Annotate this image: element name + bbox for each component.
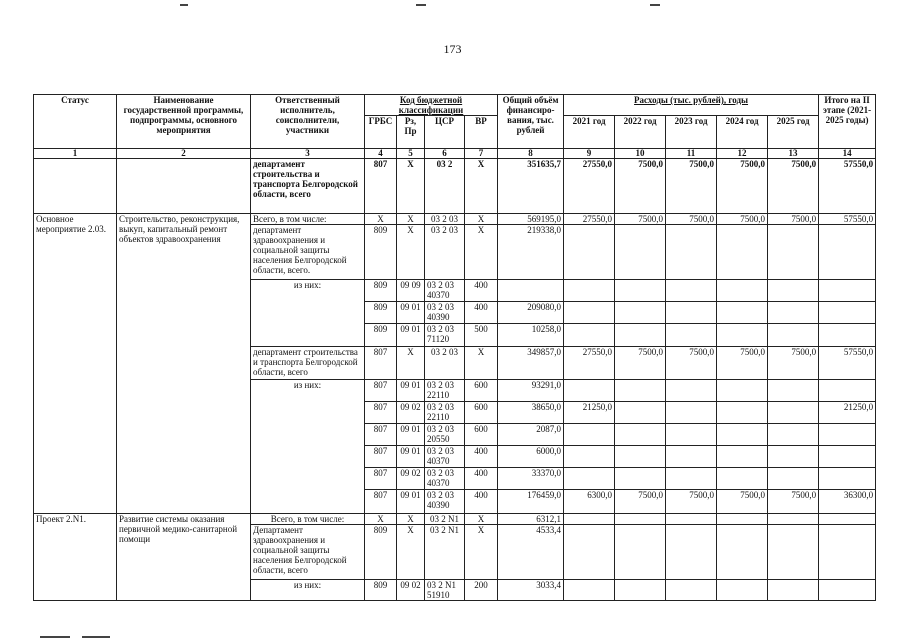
cell-2025	[768, 525, 819, 580]
cell-vr: 200	[465, 580, 498, 601]
cell-2021	[564, 468, 615, 490]
cell-stage-total	[819, 380, 876, 402]
header-vr: ВР	[465, 116, 498, 149]
table-row	[34, 514, 876, 525]
cell-csr: 03 2 03 40370	[425, 468, 465, 490]
cell-2025	[768, 280, 819, 302]
cell-2022	[615, 468, 666, 490]
cell-2025	[768, 324, 819, 347]
cell-2024: 7500,0	[717, 347, 768, 380]
cell-2022	[615, 280, 666, 302]
cell-2025	[768, 424, 819, 446]
cell-total: 209080,0	[498, 302, 564, 324]
cell-stage-total: 57550,0	[819, 214, 876, 225]
cell-total: 4533,4	[498, 525, 564, 580]
cell-2022	[615, 380, 666, 402]
cell-total: 10258,0	[498, 324, 564, 347]
cell-status	[34, 159, 117, 214]
cell-rz: X	[397, 214, 425, 225]
header-2025: 2025 год	[768, 116, 819, 149]
cell-csr: 03 2 03 40370	[425, 446, 465, 468]
cell-vr: X	[465, 159, 498, 214]
cell-2024	[717, 324, 768, 347]
header-rz-pr: Рз, Пр	[397, 116, 425, 149]
header-stage-total: Итого на II этапе (2021-2025 годы)	[819, 95, 876, 149]
col-number: 4	[365, 149, 397, 159]
cell-grbs: 807	[365, 446, 397, 468]
col-number: 1	[34, 149, 117, 159]
cell-vr: 400	[465, 490, 498, 514]
cell-2024: 7500,0	[717, 490, 768, 514]
cell-2023	[666, 446, 717, 468]
cell-vr: 600	[465, 380, 498, 402]
header-2024: 2024 год	[717, 116, 768, 149]
cell-name	[117, 159, 251, 214]
page-number: 173	[443, 42, 462, 56]
cell-total: 219338,0	[498, 225, 564, 280]
cell-rz: 09 02	[397, 468, 425, 490]
cell-2022	[615, 302, 666, 324]
cell-2022: 7500,0	[615, 490, 666, 514]
col-number: 8	[498, 149, 564, 159]
cell-csr: 03 2 N1	[425, 525, 465, 580]
cell-vr: 400	[465, 446, 498, 468]
cell-total: 351635,7	[498, 159, 564, 214]
cell-grbs: 809	[365, 280, 397, 302]
cell-responsible: из них:	[251, 280, 365, 347]
cell-grbs: X	[365, 514, 397, 525]
cell-stage-total	[819, 280, 876, 302]
cell-csr: 03 2 03	[425, 214, 465, 225]
cell-rz: 09 01	[397, 424, 425, 446]
cell-2023: 7500,0	[666, 347, 717, 380]
cell-stage-total: 36300,0	[819, 490, 876, 514]
cell-responsible: Всего, в том числе:	[251, 514, 365, 525]
cell-2024: 7500,0	[717, 159, 768, 214]
cell-rz: 09 02	[397, 402, 425, 424]
cell-rz: 09 01	[397, 490, 425, 514]
cell-csr: 03 2 03 22110	[425, 402, 465, 424]
cell-2023	[666, 525, 717, 580]
header-total-funding: Общий объём финансиро-вания, тыс. рублей	[498, 95, 564, 149]
cell-responsible: департамент строительства и транспорта Белгородской области, всего	[251, 347, 365, 380]
cell-2021	[564, 580, 615, 601]
cell-rz: 09 01	[397, 446, 425, 468]
cell-2022	[615, 514, 666, 525]
cell-grbs: X	[365, 214, 397, 225]
cell-2021: 27550,0	[564, 159, 615, 214]
cell-total: 6000,0	[498, 446, 564, 468]
cell-grbs: 807	[365, 424, 397, 446]
header-2021: 2021 год	[564, 116, 615, 149]
cell-csr: 03 2 03	[425, 347, 465, 380]
header-csr: ЦСР	[425, 116, 465, 149]
cell-2024	[717, 280, 768, 302]
cell-2021	[564, 302, 615, 324]
cell-stage-total: 57550,0	[819, 347, 876, 380]
cell-vr: 600	[465, 402, 498, 424]
cell-rz: X	[397, 159, 425, 214]
cell-2022: 7500,0	[615, 214, 666, 225]
cell-rz: X	[397, 525, 425, 580]
cell-2025: 7500,0	[768, 347, 819, 380]
cell-2025	[768, 225, 819, 280]
col-number: 9	[564, 149, 615, 159]
cell-2021	[564, 446, 615, 468]
cell-2023: 7500,0	[666, 490, 717, 514]
cell-2021	[564, 280, 615, 302]
cell-2024	[717, 225, 768, 280]
cell-total: 6312,1	[498, 514, 564, 525]
cell-rz: 09 01	[397, 324, 425, 347]
cell-2023	[666, 225, 717, 280]
cell-2023	[666, 468, 717, 490]
cell-responsible: департамент строительства и транспорта Белгородской области, всего	[251, 159, 365, 214]
cell-grbs: 809	[365, 580, 397, 601]
cell-2025	[768, 446, 819, 468]
cell-2021	[564, 424, 615, 446]
cell-2021: 27550,0	[564, 214, 615, 225]
cell-2021	[564, 225, 615, 280]
cell-2023	[666, 280, 717, 302]
cell-2022	[615, 580, 666, 601]
cell-total: 2087,0	[498, 424, 564, 446]
cell-2021: 27550,0	[564, 347, 615, 380]
cell-total: 176459,0	[498, 490, 564, 514]
cell-grbs: 807	[365, 159, 397, 214]
cell-csr: 03 2 N1 51910	[425, 580, 465, 601]
cell-vr: X	[465, 514, 498, 525]
cell-stage-total	[819, 514, 876, 525]
col-number: 11	[666, 149, 717, 159]
cell-grbs: 807	[365, 380, 397, 402]
table-row	[34, 159, 876, 214]
cell-grbs: 809	[365, 324, 397, 347]
cell-grbs: 807	[365, 402, 397, 424]
col-number: 5	[397, 149, 425, 159]
cell-grbs: 807	[365, 468, 397, 490]
header-budget-code: Код бюджетной классификации	[365, 95, 498, 116]
cell-vr: X	[465, 525, 498, 580]
cell-stage-total	[819, 468, 876, 490]
col-number: 10	[615, 149, 666, 159]
cell-total: 38650,0	[498, 402, 564, 424]
cell-stage-total: 57550,0	[819, 159, 876, 214]
cell-2025	[768, 402, 819, 424]
cell-rz: X	[397, 347, 425, 380]
cell-vr: 400	[465, 280, 498, 302]
col-number: 2	[117, 149, 251, 159]
cell-2022	[615, 402, 666, 424]
col-number: 3	[251, 149, 365, 159]
header-2022: 2022 год	[615, 116, 666, 149]
cell-total: 33370,0	[498, 468, 564, 490]
cell-csr: 03 2 N1	[425, 514, 465, 525]
cell-name: Строительство, реконструкция, выкуп, капитальный ремонт объектов здравоохранения	[117, 214, 251, 514]
cell-vr: 600	[465, 424, 498, 446]
cell-csr: 03 2	[425, 159, 465, 214]
scan-artifact	[82, 636, 110, 638]
cell-grbs: 807	[365, 490, 397, 514]
cell-stage-total	[819, 324, 876, 347]
header-responsible: Ответственный исполнитель, соисполнители, участники	[251, 95, 365, 149]
cell-responsible: департамент здравоохранения и социальной защиты населения Белгородской области, всего.	[251, 225, 365, 280]
cell-csr: 03 2 03 20550	[425, 424, 465, 446]
cell-2025	[768, 580, 819, 601]
cell-rz: X	[397, 225, 425, 280]
cell-total: 349857,0	[498, 347, 564, 380]
cell-rz: 09 02	[397, 580, 425, 601]
cell-stage-total	[819, 424, 876, 446]
cell-2024	[717, 424, 768, 446]
cell-csr: 03 2 03	[425, 225, 465, 280]
cell-responsible: из них:	[251, 580, 365, 601]
cell-2025: 7500,0	[768, 214, 819, 225]
cell-2025	[768, 302, 819, 324]
cell-total	[498, 280, 564, 302]
col-number: 14	[819, 149, 876, 159]
cell-vr: X	[465, 214, 498, 225]
cell-2023	[666, 580, 717, 601]
cell-total: 3033,4	[498, 580, 564, 601]
cell-vr: X	[465, 347, 498, 380]
cell-2025	[768, 380, 819, 402]
cell-rz: 09 01	[397, 302, 425, 324]
cell-total: 93291,0	[498, 380, 564, 402]
cell-rz: X	[397, 514, 425, 525]
header-name: Наименование государственной программы, подпрограммы, основного мероприятия	[117, 95, 251, 149]
cell-status: Проект 2.N1.	[34, 514, 117, 601]
scan-artifact	[180, 4, 188, 6]
cell-csr: 03 2 03 22110	[425, 380, 465, 402]
cell-2023	[666, 424, 717, 446]
cell-responsible: Всего, в том числе:	[251, 214, 365, 225]
cell-2024	[717, 446, 768, 468]
header-grbs: ГРБС	[365, 116, 397, 149]
cell-2024	[717, 580, 768, 601]
cell-grbs: 809	[365, 525, 397, 580]
cell-stage-total	[819, 446, 876, 468]
cell-2024	[717, 380, 768, 402]
cell-2024	[717, 525, 768, 580]
cell-vr: X	[465, 225, 498, 280]
cell-csr: 03 2 03 71120	[425, 324, 465, 347]
cell-rz: 09 01	[397, 380, 425, 402]
cell-2025	[768, 514, 819, 525]
cell-grbs: 809	[365, 302, 397, 324]
cell-stage-total	[819, 580, 876, 601]
cell-status: Основное мероприятие 2.03.	[34, 214, 117, 514]
col-number: 7	[465, 149, 498, 159]
cell-name: Развитие системы оказания первичной медико-санитарной помощи	[117, 514, 251, 601]
cell-2024	[717, 468, 768, 490]
col-number: 12	[717, 149, 768, 159]
cell-csr: 03 2 03 40390	[425, 302, 465, 324]
cell-2024	[717, 514, 768, 525]
cell-rz: 09 09	[397, 280, 425, 302]
cell-2024	[717, 402, 768, 424]
cell-total: 569195,0	[498, 214, 564, 225]
cell-2022: 7500,0	[615, 159, 666, 214]
cell-2023: 7500,0	[666, 214, 717, 225]
cell-2022: 7500,0	[615, 347, 666, 380]
cell-responsible: из них:	[251, 380, 365, 514]
cell-2025: 7500,0	[768, 159, 819, 214]
cell-2021	[564, 324, 615, 347]
cell-2021: 21250,0	[564, 402, 615, 424]
cell-2021	[564, 525, 615, 580]
cell-2022	[615, 525, 666, 580]
column-number-row	[34, 149, 876, 159]
cell-2023	[666, 380, 717, 402]
cell-2022	[615, 446, 666, 468]
cell-2023	[666, 402, 717, 424]
cell-csr: 03 2 03 40370	[425, 280, 465, 302]
header-row-1	[34, 95, 876, 116]
cell-responsible: Департамент здравоохранения и социальной защиты населения Белгородской области, всего	[251, 525, 365, 580]
cell-grbs: 809	[365, 225, 397, 280]
cell-stage-total	[819, 525, 876, 580]
cell-2022	[615, 424, 666, 446]
cell-2021: 6300,0	[564, 490, 615, 514]
cell-stage-total	[819, 302, 876, 324]
header-expenses: Расходы (тыс. рублей), годы	[564, 95, 819, 116]
header-2023: 2023 год	[666, 116, 717, 149]
cell-stage-total: 21250,0	[819, 402, 876, 424]
header-status: Статус	[34, 95, 117, 149]
cell-stage-total	[819, 225, 876, 280]
budget-table	[33, 94, 876, 601]
col-number: 6	[425, 149, 465, 159]
cell-vr: 400	[465, 468, 498, 490]
cell-grbs: 807	[365, 347, 397, 380]
table-row	[34, 214, 876, 225]
scan-artifact	[650, 4, 660, 6]
cell-2023	[666, 324, 717, 347]
cell-2022	[615, 324, 666, 347]
scan-artifact	[416, 4, 426, 6]
cell-2022	[615, 225, 666, 280]
cell-csr: 03 2 03 40390	[425, 490, 465, 514]
cell-2025	[768, 468, 819, 490]
col-number: 13	[768, 149, 819, 159]
cell-2023	[666, 514, 717, 525]
cell-vr: 400	[465, 302, 498, 324]
scan-artifact	[40, 636, 70, 638]
cell-2023: 7500,0	[666, 159, 717, 214]
cell-2025: 7500,0	[768, 490, 819, 514]
cell-2024: 7500,0	[717, 214, 768, 225]
cell-2023	[666, 302, 717, 324]
cell-2021	[564, 514, 615, 525]
cell-vr: 500	[465, 324, 498, 347]
cell-2024	[717, 302, 768, 324]
cell-2021	[564, 380, 615, 402]
